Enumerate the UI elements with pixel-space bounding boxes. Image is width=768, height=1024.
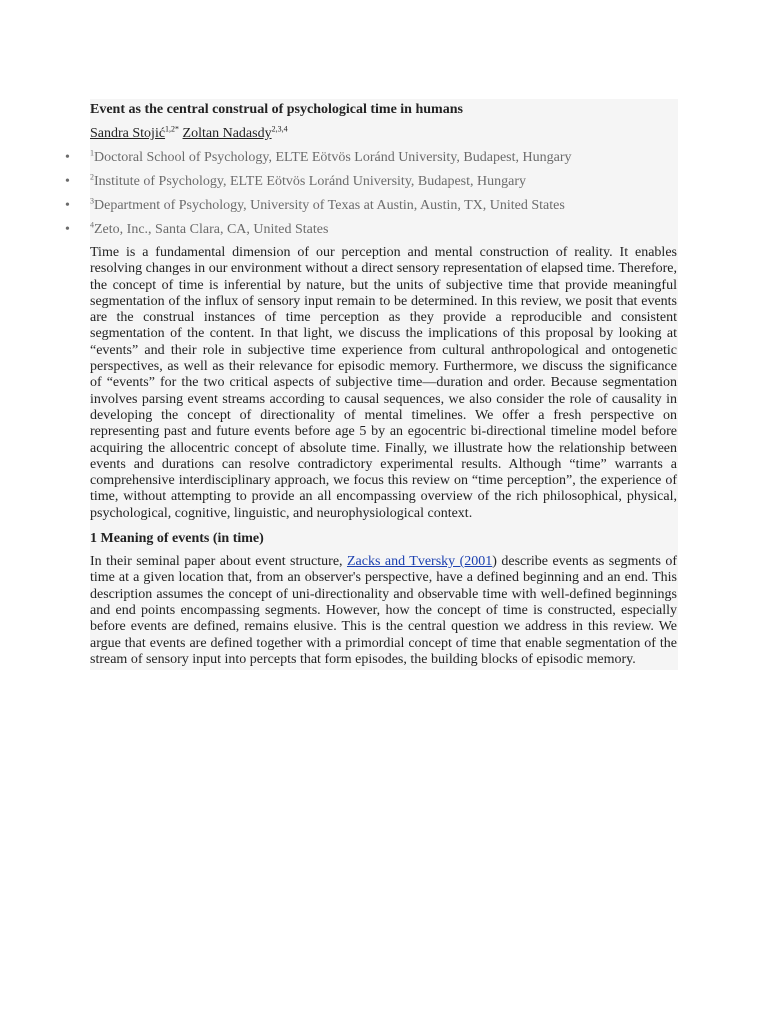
abstract-paragraph: Time is a fundamental dimension of our perception and mental construction of reality. It enables resolving changes in our environment without a direct sensory representation of elapsed time. Therefore, the concept of time is inferential by nature, but the units of subjective time that provide meaningful segmentation of the influx of sensory input remain to be determined. In this review, we posit that events are the construal instances of time perception as they provide a reproducible and consistent segmentation of the content. In that light, we discuss the implications of this proposal by looking at “events” and their role in subjective time experience from cultural anthropological and ontogenetic perspectives, as well as their relevance for episodic memory. Furthermore, we discuss the significance of “events” for the two critical aspects of subjective time—duration and order. Because segmentation involves parsing event streams according to causal sequences, we also consider the role of causality in developing the concept of directionality of mental timelines. We offer a fresh perspective on representing past and future events before age 5 by an egocentric bi-directional timeline model before acquiring the allocentric concept of absolute time. Finally, we illustrate how the relationship between events and durations can resolve contradictory experimental results. Although “time” warrants a comprehensive interdisciplinary approach, we focus this review on “time perception”, the experience of time, without attempting to provide an all encompassing overview of the rich philosophical, physical, psychological, cognitive, linguistic, and neurophysiological context. — [90, 245, 677, 521]
affiliation-number: 4 — [90, 220, 94, 230]
paragraph-text: In their seminal paper about event structure, — [90, 554, 347, 570]
affiliation-list — [65, 148, 677, 239]
body-paragraph — [90, 554, 677, 668]
author-name[interactable]: Sandra Stojić — [90, 126, 166, 141]
article-content — [65, 99, 677, 668]
affiliation-number: 2 — [90, 172, 94, 182]
affiliation-number: 1 — [90, 148, 94, 158]
bullet-icon: • — [65, 222, 70, 237]
author-affiliation-marker: 2,3,4 — [271, 124, 288, 134]
author-affiliation-marker: 1,2* — [165, 124, 180, 134]
affiliation-text: Department of Psychology, University of Texas at Austin, Austin, TX, United States — [94, 198, 565, 213]
bullet-icon: • — [65, 198, 70, 213]
section-heading: 1 Meaning of events (in time) — [90, 531, 264, 547]
bullet-icon: • — [65, 150, 70, 165]
author-name[interactable]: Zoltan Nadasdy — [182, 126, 272, 141]
affiliation-item — [65, 148, 677, 167]
affiliation-item — [65, 220, 677, 239]
affiliation-text: Zeto, Inc., Santa Clara, CA, United States — [94, 222, 329, 237]
affiliation-item — [65, 172, 677, 191]
affiliation-text: Doctoral School of Psychology, ELTE Eötvös Loránd University, Budapest, Hungary — [94, 150, 572, 165]
citation-link[interactable]: Zacks and Tversky (2001 — [346, 554, 493, 570]
author-list — [90, 125, 677, 143]
affiliation-number: 3 — [90, 196, 94, 206]
paragraph-text: ) describe events as segments of time at a given location that, from an observer's perspective, have a defined beginning and an end. This description assumes the concept of uni-directionality and observable time with well-defined beginnings and end points encompassing segments. However, how the concept of time is constructed, especially before events are defined, remains elusive. This is the central question we address in this review. We argue that events are defined together with a primordial concept of time that enable segmentation of the stream of sensory input into percepts that form episodes, the building blocks of episodic memory. — [90, 554, 677, 667]
affiliation-text: Institute of Psychology, ELTE Eötvös Loránd University, Budapest, Hungary — [94, 174, 526, 189]
article-title: Event as the central construal of psychological time in humans — [90, 102, 463, 117]
bullet-icon: • — [65, 174, 70, 189]
affiliation-item — [65, 196, 677, 215]
